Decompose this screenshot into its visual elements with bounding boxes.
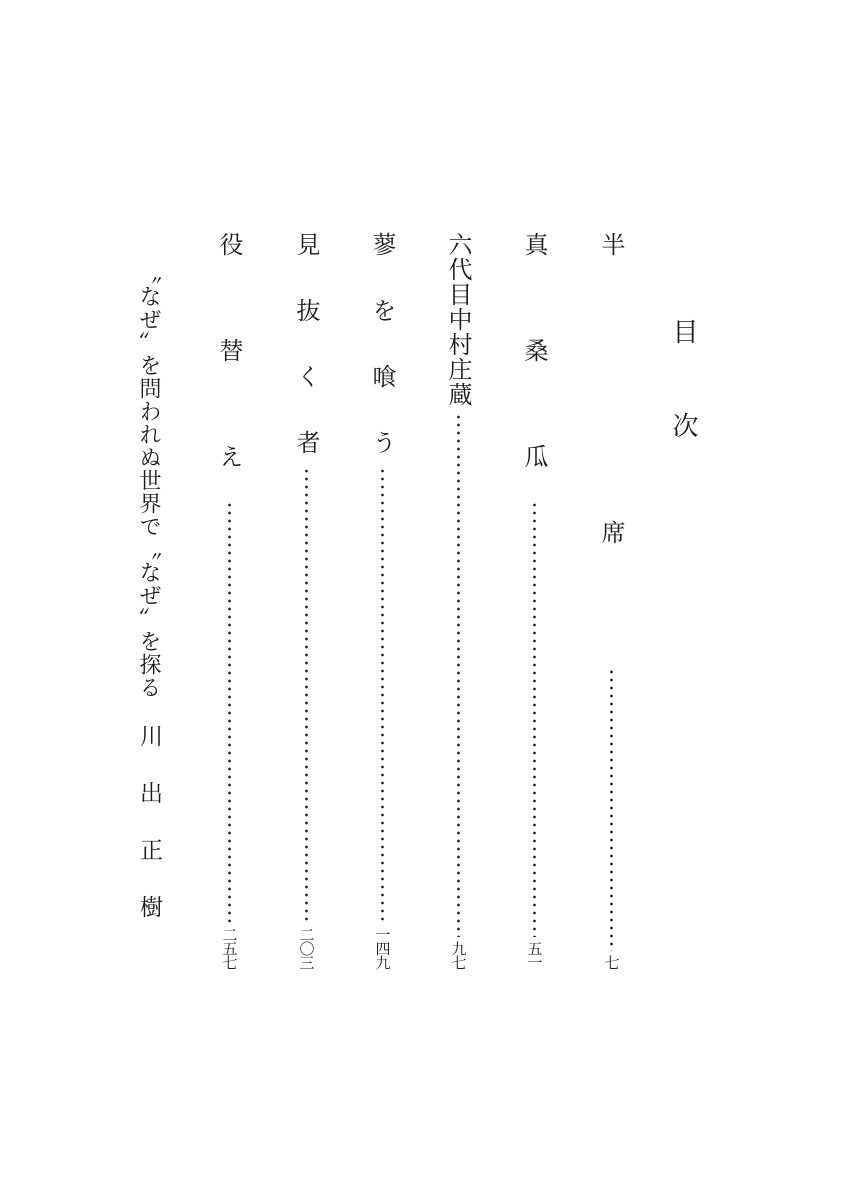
toc-entry-title: 蓼 を 喰 う xyxy=(368,232,396,461)
toc-entry-title: 六代目中村庄蔵 xyxy=(444,232,472,407)
dot-leader xyxy=(228,501,231,923)
toc-entry-page: 一四九 xyxy=(373,927,392,969)
toc-entry-minukumono[interactable] xyxy=(291,232,321,969)
toc-entry-tade-wo-kuu[interactable] xyxy=(367,232,397,969)
toc-entry-rokudaime-nakamura-shozo[interactable] xyxy=(443,232,473,969)
toc-entry-page: 二〇三 xyxy=(297,927,316,969)
dot-leader xyxy=(381,467,384,923)
dot-leader xyxy=(533,501,536,937)
essay-author: 川出正樹 xyxy=(136,724,162,952)
toc-entry-yakugae[interactable] xyxy=(214,232,244,969)
toc-heading: 目次 xyxy=(668,318,698,506)
toc-entry-title: 半 席 xyxy=(597,232,625,662)
essay-title: 〝なぜ〟を問われぬ世界で〝なぜ〟を探る xyxy=(136,262,161,699)
toc-entry-title: 真 桑 瓜 xyxy=(520,232,548,495)
toc-entry-hanseki[interactable] xyxy=(596,232,626,969)
toc-entry-page: 二五七 xyxy=(220,927,239,969)
toc-entry-makuwauri[interactable] xyxy=(519,232,549,969)
toc-entry-title: 見 抜 く 者 xyxy=(292,232,320,461)
toc-entry-title: 役 替 え xyxy=(215,232,243,495)
toc-entry-page: 五一 xyxy=(525,941,544,969)
toc-entry-page: 九七 xyxy=(449,941,468,969)
dot-leader xyxy=(610,668,613,951)
dot-leader xyxy=(305,467,308,923)
dot-leader xyxy=(457,413,460,937)
toc-entry-page: 七 xyxy=(602,955,621,969)
